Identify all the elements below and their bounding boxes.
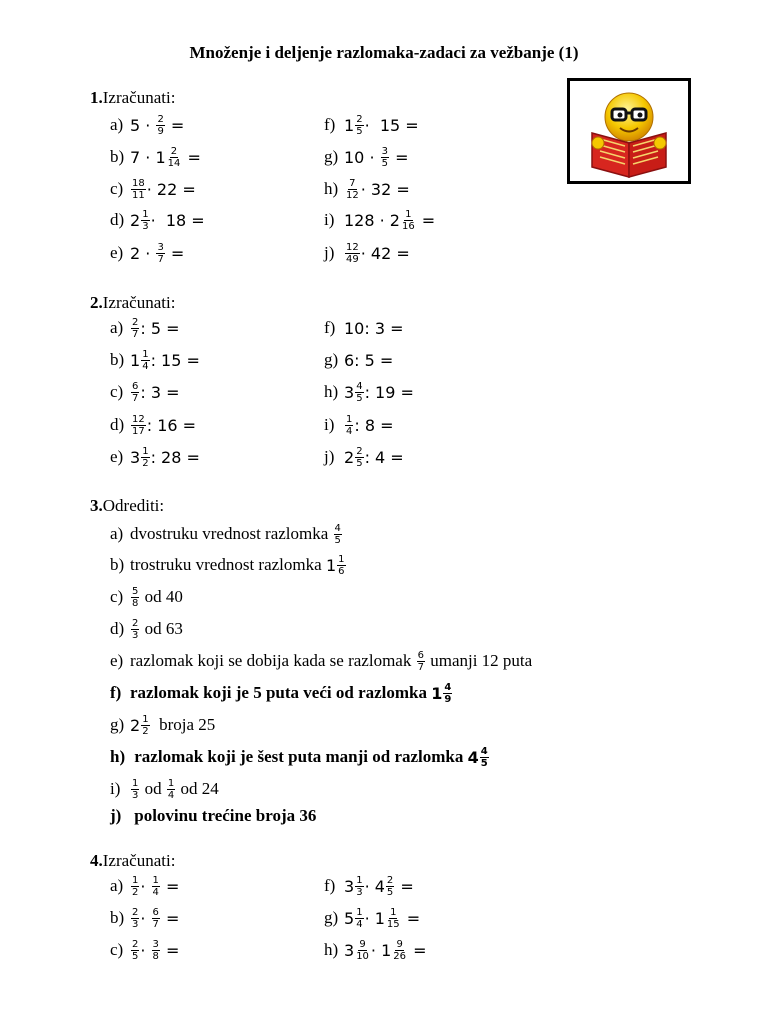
- expression-text: · 1: [364, 908, 385, 928]
- denominator: 26: [393, 950, 407, 962]
- task-text: od: [140, 779, 166, 798]
- fraction: [345, 178, 360, 201]
- item-label: f): [110, 683, 122, 702]
- exercise-item: [324, 870, 414, 902]
- numerator: 2: [132, 906, 139, 918]
- denominator: 5: [356, 457, 363, 469]
- expression-text: 7 · 1: [130, 147, 166, 167]
- expression-text: · 22 =: [146, 179, 196, 199]
- item-label: e): [110, 447, 124, 466]
- denominator: 5: [356, 125, 363, 137]
- numerator: 1: [132, 777, 139, 789]
- exercise-item: [110, 902, 179, 934]
- expression-text: : 16 =: [146, 415, 197, 435]
- expression-text: : 19 =: [364, 382, 414, 402]
- numerator: 2: [356, 113, 363, 125]
- denominator: 6: [338, 565, 345, 577]
- task-text: od 40: [140, 587, 183, 606]
- item-label: j): [324, 447, 335, 466]
- expression-text: : 5 =: [140, 318, 180, 338]
- denominator: 7: [152, 918, 159, 930]
- expression-text: : 28 =: [150, 447, 200, 467]
- numerator: 2: [157, 113, 164, 125]
- fraction: [355, 939, 370, 962]
- denominator: 7: [132, 392, 139, 404]
- item-label: a): [110, 318, 124, 337]
- numerator: 6: [152, 906, 159, 918]
- fraction: [480, 746, 489, 769]
- item-label: j): [324, 243, 335, 262]
- denominator: 5: [381, 157, 388, 169]
- expression-text: =: [408, 940, 427, 960]
- exercise-item: [110, 141, 201, 173]
- expression-text: 3: [344, 382, 355, 402]
- exercise-item: [110, 709, 215, 741]
- fraction: [152, 875, 160, 898]
- expression-text: 2: [130, 715, 141, 735]
- numerator: 7: [349, 177, 356, 189]
- numerator: 1: [356, 906, 363, 918]
- item-label: i): [324, 415, 335, 434]
- item-label: f): [324, 115, 336, 134]
- item-label: b): [110, 147, 125, 166]
- exercise-item: [324, 934, 427, 966]
- fraction: [386, 875, 394, 898]
- fraction: [141, 209, 149, 232]
- denominator: 7: [132, 328, 139, 340]
- denominator: 7: [417, 661, 424, 673]
- item-label: a): [110, 115, 124, 134]
- denominator: 14: [167, 157, 181, 169]
- expression-text: · 4: [364, 876, 385, 896]
- numerator: 3: [157, 241, 164, 253]
- denominator: 10: [356, 950, 369, 962]
- denominator: 49: [346, 253, 359, 265]
- item-label: i): [110, 779, 121, 798]
- denominator: 2: [132, 886, 139, 898]
- item-label: h): [324, 179, 339, 198]
- expression-text: ·: [140, 876, 151, 896]
- expression-text: 1: [431, 683, 443, 703]
- expression-text: 2: [344, 447, 355, 467]
- denominator: 4: [152, 886, 159, 898]
- exercise-item: [110, 934, 179, 966]
- denominator: 11: [132, 189, 145, 201]
- fraction: [381, 146, 389, 169]
- section-2-heading: 2.Izračunati:: [90, 293, 176, 312]
- reading-smiley-image: [567, 78, 691, 184]
- task-text: dvostruku vrednost razlomka: [130, 524, 333, 543]
- task-text: polovinu trećine broja 36: [130, 806, 317, 825]
- denominator: 5: [132, 950, 139, 962]
- item-label: c): [110, 382, 124, 401]
- exercise-item: [110, 613, 183, 645]
- fraction: [131, 317, 139, 340]
- denominator: 3: [132, 629, 139, 641]
- denominator: 5: [386, 886, 394, 898]
- exercise-item: [110, 645, 532, 677]
- expression-text: =: [165, 243, 185, 263]
- numerator: 1: [356, 874, 363, 886]
- item-label: c): [110, 587, 124, 606]
- exercise-item: [324, 344, 393, 376]
- numerator: 1: [142, 348, 149, 360]
- fraction: [131, 618, 139, 641]
- numerator: 1: [142, 713, 149, 725]
- expression-text: : 4 =: [364, 447, 404, 467]
- expression-text: =: [401, 908, 421, 928]
- exercise-item: [110, 741, 490, 773]
- denominator: 3: [132, 918, 139, 930]
- item-label: a): [110, 876, 124, 895]
- section-3-heading: 3.Odrediti:: [90, 496, 165, 515]
- fraction: [131, 939, 139, 962]
- denominator: 15: [386, 918, 400, 930]
- exercise-item: [324, 409, 394, 441]
- fraction: [355, 114, 363, 137]
- expression-text: 1: [325, 555, 337, 575]
- expression-text: 2: [130, 210, 141, 230]
- task-text: razlomak koji je šest puta manji od razlomka: [130, 747, 468, 766]
- exercise-item: [324, 204, 435, 236]
- fraction: [167, 778, 175, 801]
- fraction: [401, 209, 416, 232]
- numerator: 6: [132, 380, 139, 392]
- item-label: d): [110, 210, 125, 229]
- expression-text: 1: [130, 350, 141, 370]
- numerator: 1: [132, 874, 139, 886]
- exercise-item: [110, 518, 343, 550]
- denominator: 4: [346, 425, 353, 437]
- exercise-item: [324, 312, 404, 344]
- fraction: [355, 907, 363, 930]
- expression-text: 3: [344, 940, 355, 960]
- denominator: 5: [334, 534, 341, 546]
- exercise-item: [110, 441, 200, 473]
- expression-text: ·: [140, 940, 151, 960]
- numerator: 5: [132, 585, 139, 597]
- fraction: [355, 381, 363, 404]
- numerator: 12: [346, 241, 359, 253]
- fraction: [141, 714, 149, 737]
- expression-text: 4: [467, 747, 479, 767]
- expression-text: : 8 =: [354, 415, 394, 435]
- fraction: [355, 875, 363, 898]
- item-label: g): [110, 715, 125, 734]
- denominator: 9: [157, 125, 164, 137]
- expression-text: =: [160, 940, 180, 960]
- numerator: 1: [346, 413, 353, 425]
- fraction: [141, 446, 149, 469]
- fraction: [443, 682, 452, 705]
- numerator: 4: [444, 681, 452, 693]
- denominator: 7: [157, 253, 164, 265]
- numerator: 1: [152, 874, 159, 886]
- numerator: 3: [152, 938, 159, 950]
- numerator: 1: [142, 445, 149, 457]
- fraction: [131, 586, 139, 609]
- expression-text: 5 ·: [130, 115, 156, 135]
- fraction: [156, 114, 164, 137]
- task-text: razlomak koji se dobija kada se razlomak: [130, 651, 416, 670]
- fraction: [131, 778, 139, 801]
- item-label: h): [324, 940, 339, 959]
- expression-text: : 3 =: [140, 382, 180, 402]
- exercise-item: [324, 237, 410, 269]
- numerator: 9: [359, 938, 366, 950]
- item-label: g): [324, 908, 339, 927]
- exercise-item: [110, 870, 179, 902]
- expression-text: · 42 =: [360, 243, 410, 263]
- exercise-item: [324, 173, 410, 205]
- item-label: e): [110, 243, 124, 262]
- exercise-item: [324, 109, 419, 141]
- denominator: 4: [167, 789, 175, 801]
- expression-text: 128 · 2: [344, 210, 400, 230]
- exercise-item: [324, 441, 404, 473]
- item-label: g): [324, 350, 339, 369]
- denominator: 8: [152, 950, 159, 962]
- exercise-item: [110, 677, 453, 709]
- expression-text: =: [160, 876, 180, 896]
- fraction: [345, 414, 353, 437]
- denominator: 17: [132, 425, 145, 437]
- expression-text: 2 ·: [130, 243, 156, 263]
- item-label: d): [110, 619, 125, 638]
- numerator: 6: [417, 649, 424, 661]
- numerator: 2: [386, 874, 394, 886]
- item-label: b): [110, 908, 125, 927]
- numerator: 2: [170, 145, 178, 157]
- denominator: 2: [142, 457, 149, 469]
- denominator: 16: [401, 220, 415, 232]
- section-4-heading: 4.Izračunati:: [90, 851, 176, 870]
- numerator: 4: [334, 522, 341, 534]
- fraction: [386, 907, 401, 930]
- denominator: 2: [142, 725, 149, 737]
- task-text: broja 25: [150, 715, 216, 734]
- numerator: 2: [132, 617, 139, 629]
- item-label: c): [110, 179, 124, 198]
- expression-text: =: [160, 908, 180, 928]
- fraction: [156, 242, 164, 265]
- expression-text: : 15 =: [150, 350, 200, 370]
- expression-text: 3: [130, 447, 141, 467]
- task-text: od 63: [140, 619, 183, 638]
- task-text: trostruku vrednost razlomka: [130, 555, 326, 574]
- numerator: 1: [405, 208, 412, 220]
- exercise-item: [110, 237, 184, 269]
- expression-text: 5: [344, 908, 355, 928]
- fraction: [345, 242, 360, 265]
- exercise-item: [110, 109, 184, 141]
- fraction: [131, 178, 146, 201]
- denominator: 4: [142, 360, 149, 372]
- expression-text: =: [416, 210, 436, 230]
- fraction: [392, 939, 407, 962]
- expression-text: · 15 =: [364, 115, 419, 135]
- exercise-item: [110, 344, 200, 376]
- item-label: c): [110, 940, 124, 959]
- numerator: 4: [356, 380, 363, 392]
- item-label: b): [110, 350, 125, 369]
- item-label: j): [110, 806, 122, 825]
- numerator: 2: [132, 316, 139, 328]
- numerator: 1: [142, 208, 149, 220]
- fraction: [167, 146, 182, 169]
- item-label: h): [324, 382, 339, 401]
- numerator: 18: [132, 177, 145, 189]
- item-label: b): [110, 555, 125, 574]
- expression-text: · 32 =: [360, 179, 410, 199]
- exercise-item: [110, 581, 183, 613]
- exercise-item: [324, 376, 414, 408]
- denominator: 3: [356, 886, 363, 898]
- denominator: 3: [132, 789, 139, 801]
- fraction: [131, 907, 139, 930]
- numerator: 12: [132, 413, 145, 425]
- item-label: f): [324, 876, 336, 895]
- task-text: umanji 12 puta: [425, 651, 533, 670]
- numerator: 9: [396, 938, 403, 950]
- fraction: [417, 650, 425, 673]
- item-label: h): [110, 747, 126, 766]
- item-label: e): [110, 651, 124, 670]
- page-title: Množenje i deljenje razlomaka-zadaci za vežbanje (1): [189, 43, 579, 62]
- expression-text: 6: 5 =: [344, 350, 394, 370]
- item-label: i): [324, 210, 335, 229]
- denominator: 12: [346, 189, 359, 201]
- fraction: [334, 523, 342, 546]
- fraction: [131, 381, 139, 404]
- fraction: [152, 939, 160, 962]
- denominator: 8: [132, 597, 139, 609]
- exercise-item: [324, 902, 420, 934]
- fraction: [152, 907, 160, 930]
- numerator: 1: [167, 777, 175, 789]
- numerator: 3: [381, 145, 388, 157]
- numerator: 1: [390, 906, 397, 918]
- fraction: [131, 414, 146, 437]
- expression-text: =: [182, 147, 201, 167]
- item-label: g): [324, 147, 339, 166]
- expression-text: =: [165, 115, 185, 135]
- expression-text: 10 ·: [344, 147, 380, 167]
- section-1-heading: 1.Izračunati:: [90, 88, 176, 107]
- denominator: 3: [142, 220, 149, 232]
- exercise-item: [110, 376, 180, 408]
- exercise-item: [324, 141, 409, 173]
- item-label: a): [110, 524, 124, 543]
- task-text: razlomak koji je 5 puta veći od razlomka: [130, 683, 432, 702]
- fraction: [337, 554, 345, 577]
- expression-text: ·: [140, 908, 151, 928]
- numerator: 4: [480, 745, 488, 757]
- denominator: 5: [480, 757, 488, 769]
- denominator: 5: [356, 392, 363, 404]
- numerator: 2: [132, 938, 139, 950]
- exercise-item: [110, 549, 347, 581]
- task-text: od 24: [176, 779, 219, 798]
- fraction: [355, 446, 363, 469]
- fraction: [131, 875, 139, 898]
- exercise-item: [110, 409, 196, 441]
- expression-text: 3: [344, 876, 355, 896]
- expression-text: · 18 =: [150, 210, 205, 230]
- expression-text: =: [390, 147, 409, 167]
- exercise-item: [110, 800, 316, 832]
- exercise-item: [110, 312, 180, 344]
- expression-text: =: [395, 876, 414, 896]
- fraction: [141, 349, 149, 372]
- expression-text: 10: 3 =: [344, 318, 404, 338]
- item-label: d): [110, 415, 125, 434]
- expression-text: 1: [344, 115, 355, 135]
- item-label: f): [324, 318, 336, 337]
- denominator: 4: [356, 918, 363, 930]
- numerator: 1: [338, 553, 345, 565]
- numerator: 2: [356, 445, 363, 457]
- expression-text: · 1: [370, 940, 392, 960]
- denominator: 9: [444, 693, 452, 705]
- exercise-item: [110, 204, 205, 236]
- exercise-item: [110, 173, 196, 205]
